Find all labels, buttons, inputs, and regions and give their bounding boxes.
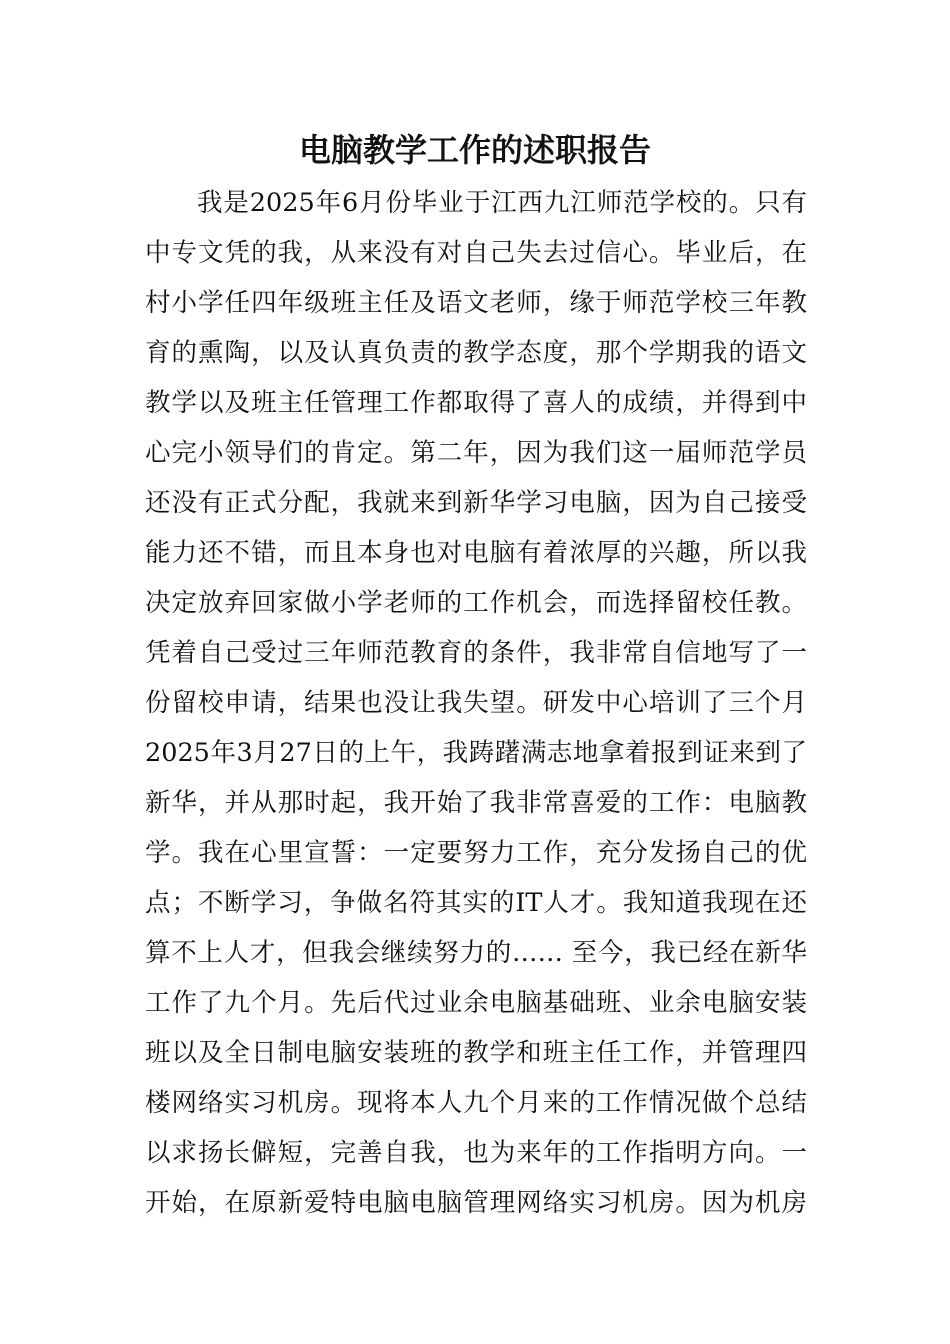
body-line: 育的熏陶，以及认真负责的教学态度，那个学期我的语文 — [145, 338, 807, 368]
body-line: 学。我在心里宣誓：一定要努力工作，充分发扬自己的优 — [145, 838, 807, 868]
body-line: 心完小领导们的肯定。第二年，因为我们这一届师范学员 — [145, 438, 807, 468]
body-line: 凭着自己受过三年师范教育的条件，我非常自信地写了一 — [145, 638, 807, 668]
body-line: 工作了九个月。先后代过业余电脑基础班、业余电脑安装 — [145, 988, 807, 1018]
body-line: 村小学任四年级班主任及语文老师，缘于师范学校三年教 — [145, 288, 807, 318]
body-line: 算不上人才，但我会继续努力的…… 至今，我已经在新华 — [145, 938, 807, 968]
document-body — [145, 178, 807, 1228]
body-line: 份留校申请，结果也没让我失望。研发中心培训了三个月 — [145, 688, 807, 718]
body-line: 开始，在原新爱特电脑电脑管理网络实习机房。因为机房 — [145, 1188, 807, 1218]
body-line: 点；不断学习，争做名符其实的IT人才。我知道我现在还 — [145, 888, 807, 918]
body-line: 教学以及班主任管理工作都取得了喜人的成绩，并得到中 — [145, 388, 807, 418]
body-line: 班以及全日制电脑安装班的教学和班主任工作，并管理四 — [145, 1038, 807, 1068]
body-line: 新华，并从那时起，我开始了我非常喜爱的工作：电脑教 — [145, 788, 807, 818]
document-title: 电脑教学工作的述职报告 — [298, 131, 651, 169]
body-line: 楼网络实习机房。现将本人九个月来的工作情况做个总结 — [145, 1088, 807, 1118]
body-line: 中专文凭的我，从来没有对自己失去过信心。毕业后，在 — [145, 238, 807, 268]
body-line: 决定放弃回家做小学老师的工作机会，而选择留校任教。 — [145, 588, 807, 618]
body-line: 以求扬长僻短，完善自我，也为来年的工作指明方向。一 — [145, 1138, 807, 1168]
body-line: 2025年3月27日的上午，我踌躇满志地拿着报到证来到了 — [145, 738, 807, 768]
body-line: 能力还不错，而且本身也对电脑有着浓厚的兴趣，所以我 — [145, 538, 807, 568]
body-line: 我是2025年6月份毕业于江西九江师范学校的。只有 — [197, 188, 807, 218]
body-line: 还没有正式分配，我就来到新华学习电脑，因为自己接受 — [145, 488, 807, 518]
